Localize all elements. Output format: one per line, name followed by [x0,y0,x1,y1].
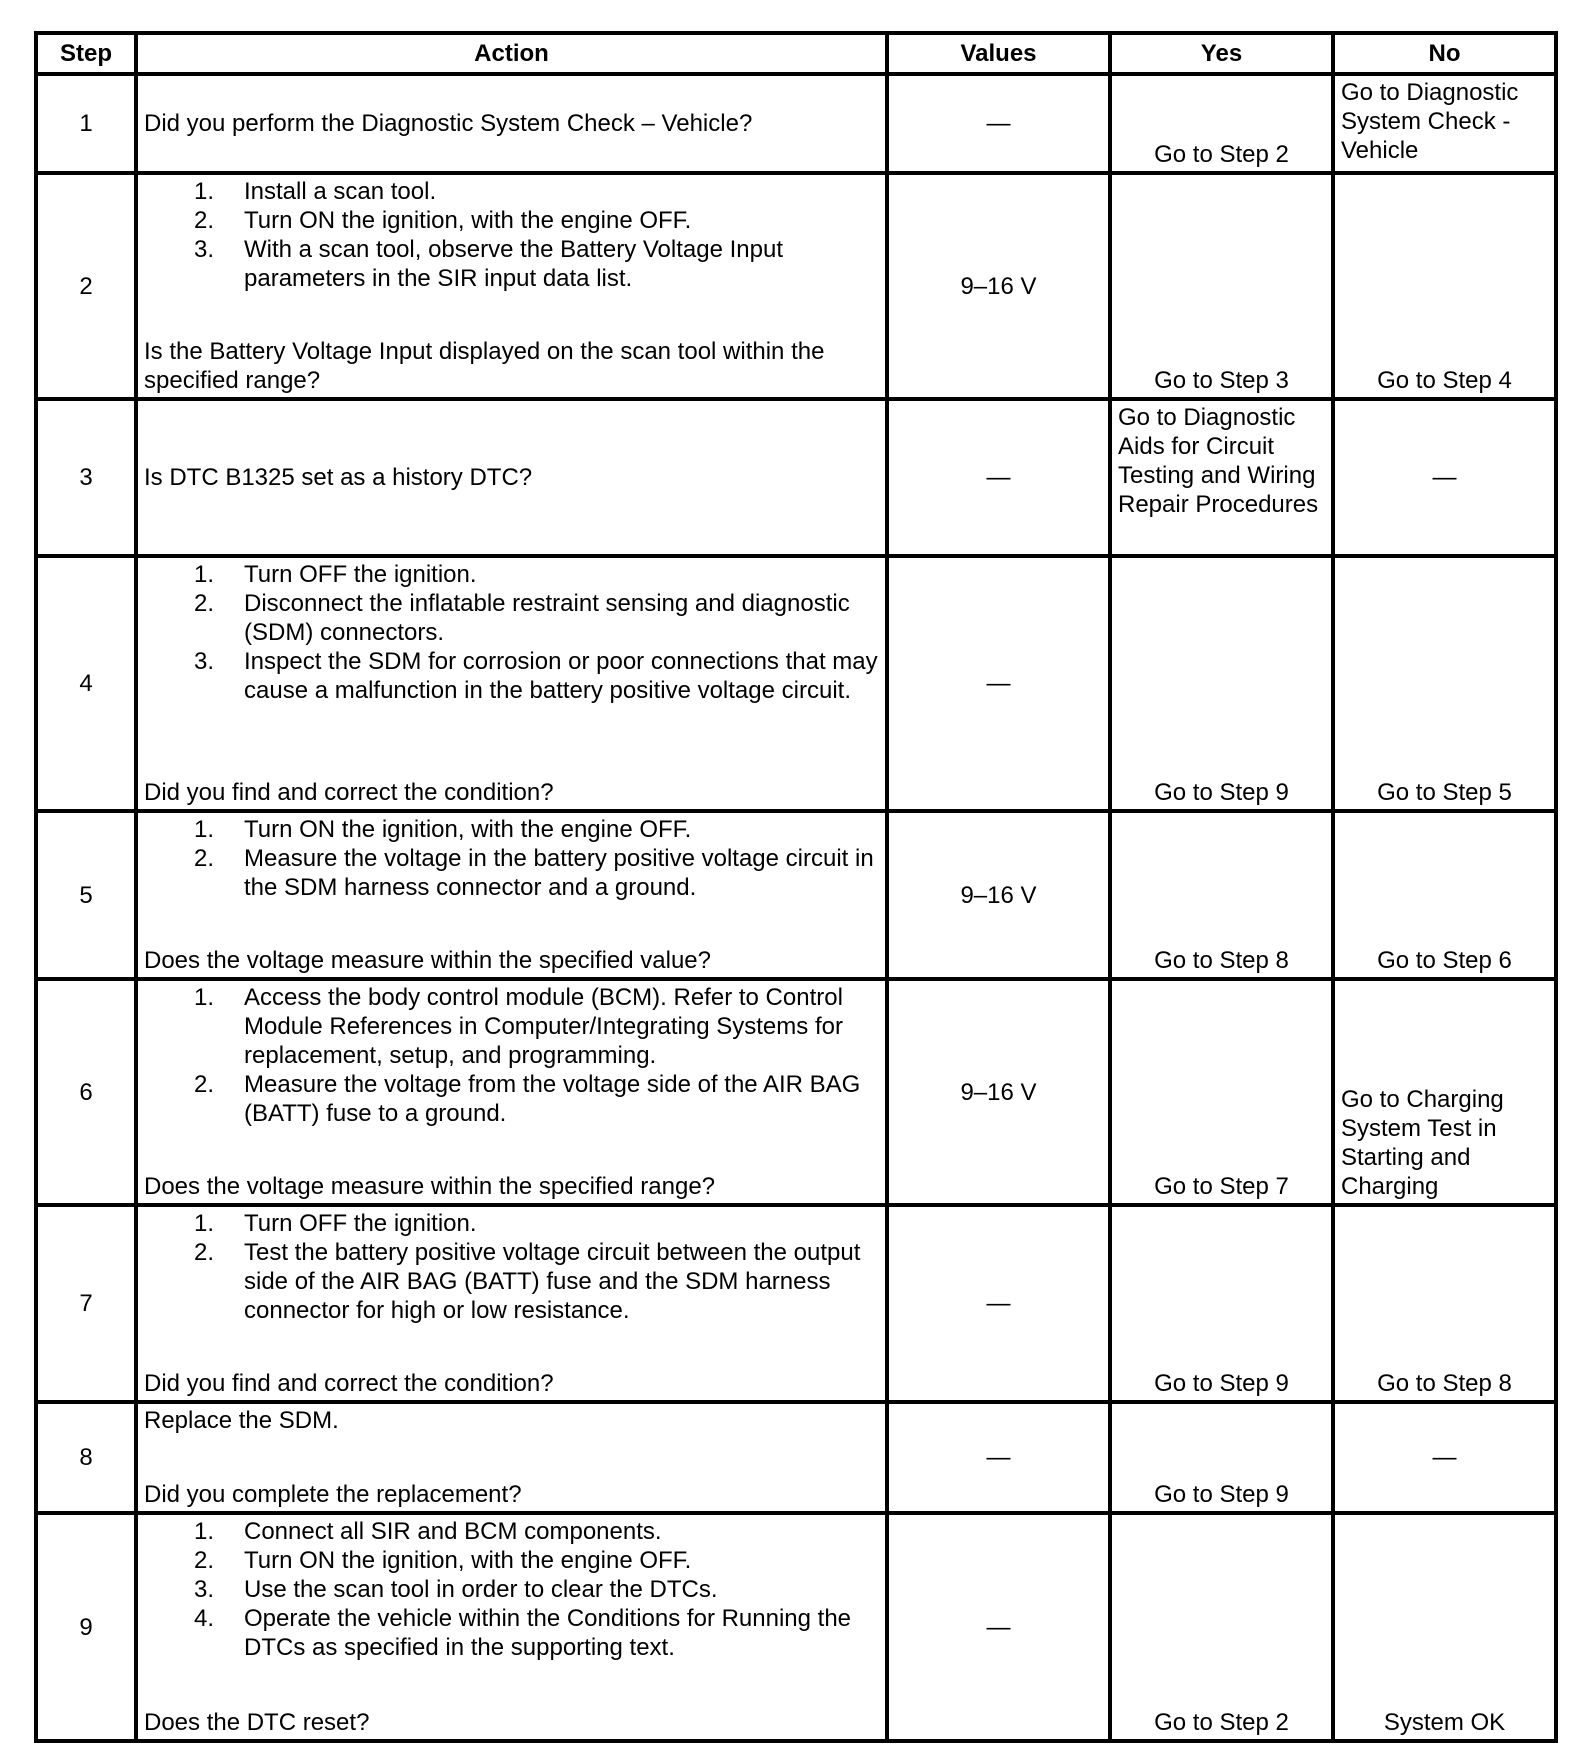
action-cell [136,556,887,811]
values-cell: — [887,556,1110,811]
action-question: Does the voltage measure within the specified value? [144,947,711,974]
header-action: Action [136,33,887,74]
action-cell [136,1513,887,1741]
list-item: 2. Measure the voltage from the voltage side of the AIR BAG (BATT) fuse to a ground. [194,1071,861,1127]
no-cell: Go to Charging System Test in Starting and Charging [1333,979,1556,1205]
table-row [36,74,1556,173]
values-cell: 9–16 V [887,173,1110,399]
yes-cell: Go to Step 7 [1110,979,1333,1205]
step-number: 9 [36,1513,136,1741]
action-steps [144,560,879,705]
step-number: 8 [36,1402,136,1513]
header-step: Step [36,33,136,74]
no-cell: — [1333,1402,1556,1513]
header-yes: Yes [1110,33,1333,74]
action-lead: Replace the SDM. [144,1407,339,1434]
values-cell: — [887,1402,1110,1513]
table-row [36,811,1556,979]
values-cell: — [887,399,1110,556]
action-steps [144,1517,879,1662]
list-item: 1. Install a scan tool. [194,178,437,205]
yes-cell: Go to Step 2 [1110,74,1333,173]
table-row [36,399,1556,556]
action-question: Did you perform the Diagnostic System Check – Vehicle? [144,110,753,137]
list-item: 3. Use the scan tool in order to clear the DTCs. [194,1576,718,1603]
yes-cell: Go to Step 9 [1110,556,1333,811]
list-item: 3. With a scan tool, observe the Battery Voltage Input parameters in the SIR input data list. [194,236,783,292]
action-question: Is the Battery Voltage Input displayed on the scan tool within the specified range? [144,338,825,394]
action-question: Does the voltage measure within the specified range? [144,1173,716,1200]
action-steps [144,177,879,293]
no-cell: Go to Diagnostic System Check - Vehicle [1333,74,1556,173]
list-item: 2. Test the battery positive voltage circuit between the output side of the AIR BAG (BATT) fuse and the SDM harness connector for high or low resistance. [194,1239,861,1324]
values-cell: 9–16 V [887,811,1110,979]
action-question: Did you find and correct the condition? [144,779,554,806]
table-row [36,1402,1556,1513]
yes-cell: Go to Step 9 [1110,1402,1333,1513]
header-no: No [1333,33,1556,74]
action-steps [144,983,879,1128]
action-steps [144,1209,879,1325]
step-number: 3 [36,399,136,556]
list-item: 1. Turn ON the ignition, with the engine OFF. [194,816,692,843]
list-item: 1. Turn OFF the ignition. [194,1210,477,1237]
action-question: Is DTC B1325 set as a history DTC? [144,464,533,491]
yes-cell: Go to Step 9 [1110,1205,1333,1402]
list-item: 2. Turn ON the ignition, with the engine OFF. [194,207,692,234]
list-item: 1. Turn OFF the ignition. [194,561,477,588]
step-number: 2 [36,173,136,399]
no-cell: System OK [1333,1513,1556,1741]
list-item: 3. Inspect the SDM for corrosion or poor connections that may cause a malfunction in the battery positive voltage circuit. [194,648,878,704]
table-row [36,1205,1556,1402]
no-cell: Go to Step 8 [1333,1205,1556,1402]
values-cell: — [887,1513,1110,1741]
action-cell [136,173,887,399]
header-row [36,33,1556,74]
step-number: 7 [36,1205,136,1402]
list-item: 2. Turn ON the ignition, with the engine OFF. [194,1547,692,1574]
yes-cell: Go to Diagnostic Aids for Circuit Testing and Wiring Repair Procedures [1110,399,1333,556]
action-cell [136,74,887,173]
list-item: 2. Measure the voltage in the battery positive voltage circuit in the SDM harness connector and a ground. [194,845,874,901]
no-cell: Go to Step 6 [1333,811,1556,979]
table-row [36,979,1556,1205]
action-question: Does the DTC reset? [144,1709,370,1736]
action-cell [136,1205,887,1402]
action-steps [144,815,879,902]
action-question: Did you find and correct the condition? [144,1370,554,1397]
yes-cell: Go to Step 8 [1110,811,1333,979]
step-number: 1 [36,74,136,173]
table-row [36,556,1556,811]
no-cell: — [1333,399,1556,556]
list-item: 2. Disconnect the inflatable restraint sensing and diagnostic (SDM) connectors. [194,590,850,646]
list-item: 4. Operate the vehicle within the Conditions for Running the DTCs as specified in the supporting text. [194,1605,852,1661]
step-number: 6 [36,979,136,1205]
yes-cell: Go to Step 3 [1110,173,1333,399]
yes-cell: Go to Step 2 [1110,1513,1333,1741]
action-cell [136,811,887,979]
action-cell [136,979,887,1205]
list-item: 1. Access the body control module (BCM). Refer to Control Module References in Computer/Integrating Systems for replacement, setup, and programming. [194,984,843,1069]
table-row [36,1513,1556,1741]
values-cell: — [887,74,1110,173]
values-cell: — [887,1205,1110,1402]
action-cell [136,1402,887,1513]
no-cell: Go to Step 4 [1333,173,1556,399]
header-values: Values [887,33,1110,74]
table-row [36,173,1556,399]
step-number: 5 [36,811,136,979]
list-item: 1. Connect all SIR and BCM components. [194,1518,662,1545]
values-cell: 9–16 V [887,979,1110,1205]
step-number: 4 [36,556,136,811]
action-question: Did you complete the replacement? [144,1481,522,1508]
action-cell [136,399,887,556]
diagnostic-table [34,31,1558,1743]
no-cell: Go to Step 5 [1333,556,1556,811]
